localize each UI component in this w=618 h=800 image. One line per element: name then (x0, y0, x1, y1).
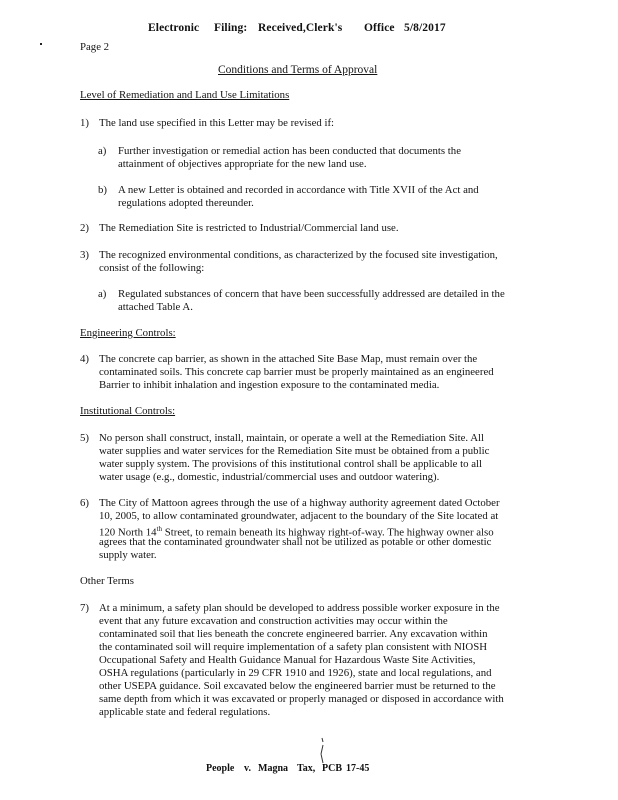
header-date: 5/8/2017 (404, 22, 446, 34)
sub-item-text: Further investigation or remedial action has been conducted that documents the (118, 145, 461, 157)
item-text: The recognized environmental conditions, as characterized by the focused site investigation, (99, 249, 498, 261)
scan-mark (316, 736, 328, 766)
item-text: contaminated soil that lies beneath the concrete engineered barrier. Any excavation within (99, 628, 488, 640)
sub-item-text: attached Table A. (118, 301, 193, 313)
item-text: water usage (e.g., domestic, industrial/commercial uses and outdoor watering). (99, 471, 440, 483)
item-text: The concrete cap barrier, as shown in the attached Site Base Map, must remain over the (99, 353, 478, 365)
item-text: At a minimum, a safety plan should be developed to address possible worker exposure in the (99, 602, 500, 614)
sub-item-number: a) (98, 145, 107, 157)
footer-v: v. (244, 763, 251, 774)
item-text: The Remediation Site is restricted to Industrial/Commercial land use. (99, 222, 399, 234)
address-number: 120 North 14 (99, 526, 157, 539)
footer-tax: Tax, (297, 763, 316, 774)
scan-speck (40, 43, 42, 45)
item-text: water supplies and water services for the Remediation Site must be obtained from a public (99, 445, 490, 457)
item-text: applicable state and federal regulations. (99, 706, 271, 718)
page-title: Conditions and Terms of Approval (218, 64, 378, 76)
sub-item-text: Regulated substances of concern that have been successfully addressed are detailed in the (118, 288, 505, 300)
item-text: The City of Mattoon agrees through the use of a highway authority agreement dated October (99, 497, 500, 509)
item-text: water supply system. The provisions of this institutional control shall be applicable to all (99, 458, 483, 470)
sub-item-text: A new Letter is obtained and recorded in accordance with Title XVII of the Act and (118, 184, 479, 196)
item-text: No person shall construct, install, maintain, or operate a well at the Remediation Site. All (99, 432, 484, 444)
item-text: agrees that the contaminated groundwater shall not be utilized as potable or other domestic (99, 536, 492, 548)
section-heading-other-terms: Other Terms (80, 575, 134, 587)
sub-item-number: a) (98, 288, 107, 300)
item-number: 5) (80, 432, 89, 444)
item-text: OSHA regulations (particularly in 29 CFR 1910 and 1926), state and local regulations, and (99, 667, 492, 679)
sub-item-text: regulations adopted thereunder. (118, 197, 254, 209)
footer-case-number: 17-45 (346, 763, 370, 774)
section-heading-institutional-controls: Institutional Controls: (80, 405, 176, 417)
sub-item-text: attainment of objectives appropriate for the new land use. (118, 158, 367, 170)
header-electronic: Electronic (148, 22, 200, 34)
footer-people: People (206, 763, 235, 774)
item-number: 1) (80, 117, 89, 129)
section-heading-engineering-controls: Engineering Controls: (80, 327, 176, 339)
item-number: 7) (80, 602, 89, 614)
item-text: consist of the following: (99, 262, 205, 274)
section-heading-level-of-remediation: Level of Remediation and Land Use Limitations (80, 89, 290, 101)
item-text: contaminated soils. This concrete cap barrier must be properly maintained as an engineered (99, 366, 494, 378)
item-number: 6) (80, 497, 89, 509)
item-text: 10, 2005, to allow contaminated groundwater, adjacent to the boundary of the Site located at (99, 510, 499, 522)
page-label: Page 2 (80, 41, 110, 53)
header-received: Received,Clerk's (258, 22, 343, 34)
ordinal-suffix: th (156, 525, 163, 533)
item-text: supply water. (99, 549, 157, 561)
item-text: Barrier to inhibit inhalation and ingestion exposure to the contaminated media. (99, 379, 440, 391)
address-rest: Street, to remain beneath its highway right-of-way. The highway owner also (162, 526, 494, 539)
item-number: 2) (80, 222, 89, 234)
footer-pcb: PCB (322, 763, 342, 774)
item-text: other USEPA guidance. Soil excavated below the engineered barrier must be returned to the (99, 680, 496, 692)
item-number: 4) (80, 353, 89, 365)
item-text: Occupational Safety and Health Guidance Manual for Hazardous Waste Site Activities, (99, 654, 476, 666)
item-text: event that any future excavation and construction activities may occur within the (99, 615, 448, 627)
footer-magna: Magna (258, 763, 288, 774)
header-filing: Filing: (214, 22, 248, 34)
header-office: Office (364, 22, 395, 34)
item-text: The land use specified in this Letter may be revised if: (99, 117, 335, 129)
item-number: 3) (80, 249, 89, 261)
sub-item-number: b) (98, 184, 107, 196)
item-text: same depth from which it was excavated or properly managed or disposed in accordance with (99, 693, 504, 705)
item-text: the contaminated soil will require implementation of a safety plan consistent with NIOSH (99, 641, 487, 653)
